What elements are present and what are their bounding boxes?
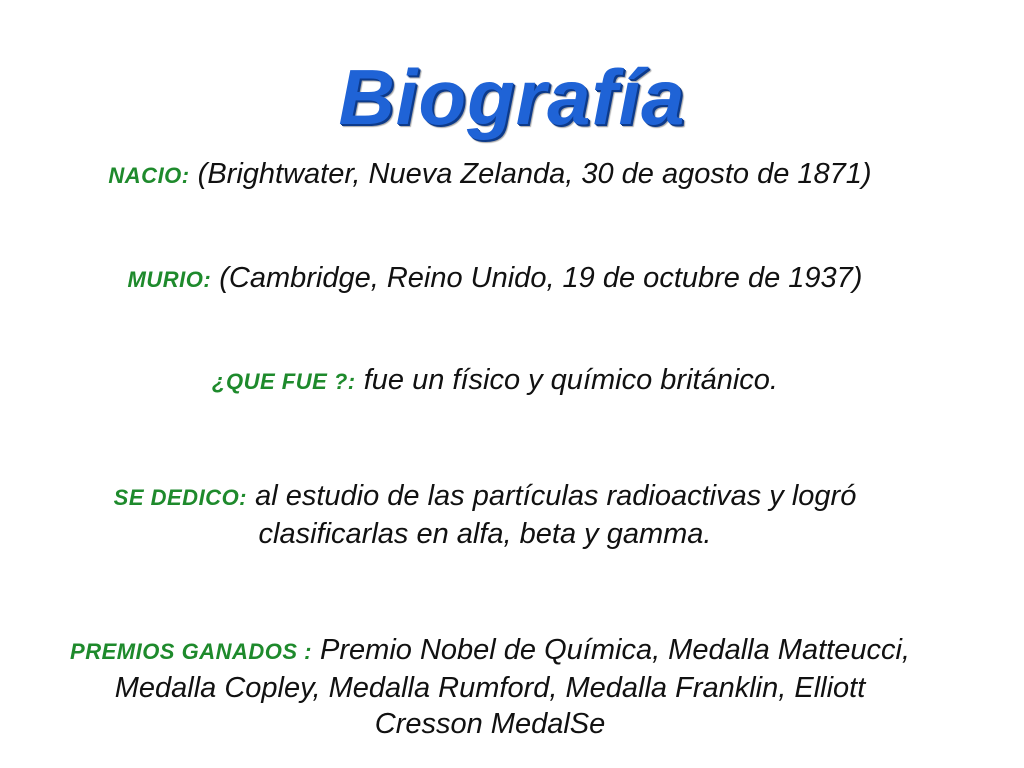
murio-text: (Cambridge, Reino Unido, 19 de octubre de 1937) xyxy=(211,262,863,294)
section-que-fue xyxy=(80,362,910,400)
section-nacio xyxy=(100,156,880,194)
nacio-label: NACIO: xyxy=(108,163,190,188)
nacio-text: (Brightwater, Nueva Zelanda, 30 de agosto de 1871) xyxy=(189,158,872,190)
section-se-dedico xyxy=(70,478,900,552)
se-dedico-text: al estudio de las partículas radioactivas y logró clasificarlas en alfa, beta y gamma. xyxy=(247,480,857,550)
premios-ganados-label: PREMIOS GANADOS : xyxy=(70,639,312,664)
premios-ganados-text: Premio Nobel de Química, Medalla Matteucci, Medalla Copley, Medalla Rumford, Medalla Franklin, Elliott Cresson MedalSe xyxy=(114,634,910,740)
se-dedico-label: SE DEDICO: xyxy=(113,485,248,510)
section-premios-ganados xyxy=(60,632,920,742)
que-fue-text: fue un físico y químico británico. xyxy=(355,364,778,396)
section-murio xyxy=(100,254,890,304)
murio-label: MURIO: xyxy=(127,267,212,292)
slide-title: Biografía xyxy=(338,53,686,141)
que-fue-label: ¿QUE FUE ?: xyxy=(212,369,356,394)
